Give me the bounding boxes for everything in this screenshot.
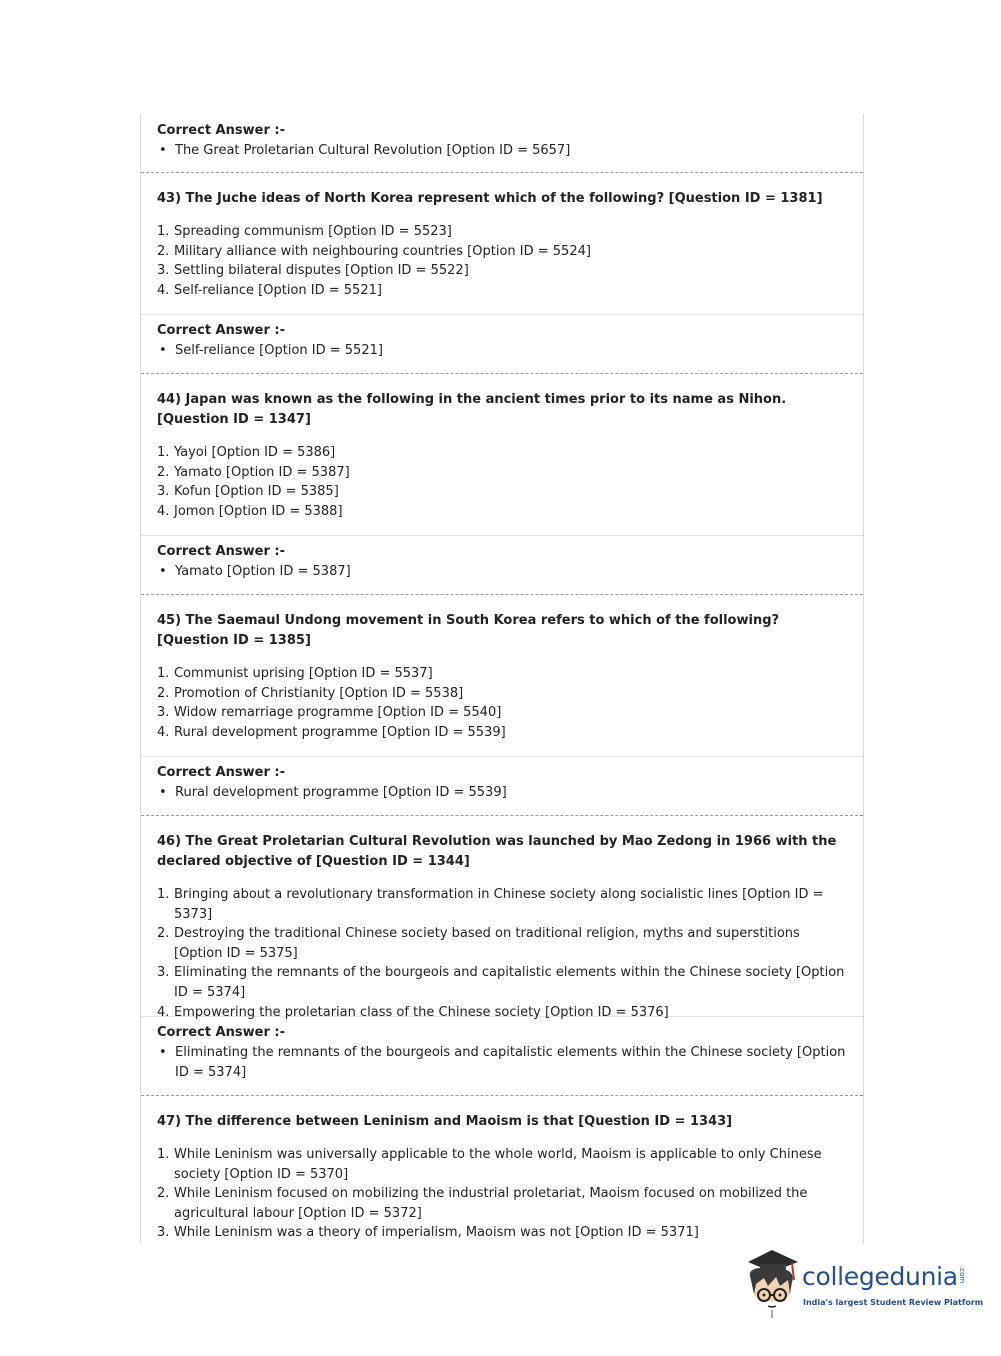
collegedunia-logo[interactable] [742,1250,984,1320]
document-page [140,114,864,1243]
question-block-45 [141,595,863,756]
option-item: 4. Rural development programme [Option ID = 5539] [157,724,506,740]
option-item: 3. While Leninism was a theory of imperialism, Maoism was not [Option ID = 5371] [157,1225,699,1241]
option-item: 3. Eliminating the remnants of the bourgeois and capitalistic elements within the Chinese society [Option ID = 5374] [157,965,845,1000]
option-item: 1. Spreading communism [Option ID = 5523] [157,224,452,239]
answer-label: Correct Answer :- [157,123,285,138]
answer-text: • The Great Proletarian Cultural Revolution [Option ID = 5657] [157,141,847,161]
answer-text: • Eliminating the remnants of the bourgeois and capitalistic elements within the Chinese society [Option ID = 5374] [157,1043,847,1083]
answer-block-46 [141,1017,863,1095]
answer-text: • Rural development programme [Option ID = 5539] [157,783,847,803]
option-item: 1. Yayoi [Option ID = 5386] [157,445,336,460]
question-title: 47) The difference between Leninism and Maoism is that [Question ID = 1343] [157,1114,733,1129]
question-block-46 [141,816,863,1020]
option-item: 3. Kofun [Option ID = 5385] [157,484,339,500]
option-item: 2. Destroying the traditional Chinese society based on traditional religion, myths and superstitions [Option ID = 5375] [157,926,800,961]
question-block-43 [141,173,863,314]
logo-tagline: India's largest Student Review Platform [803,1298,984,1307]
answer-label: Correct Answer :- [157,1025,285,1040]
question-block-44 [141,374,863,535]
question-title: 46) The Great Proletarian Cultural Revolution was launched by Mao Zedong in 1966 with the declared objective of [Question ID = 1344] [157,834,837,869]
question-title: 44) Japan was known as the following in the ancient times prior to its name as Nihon. [Question ID = 1347] [157,392,787,427]
logo-suffix: .com [958,1266,966,1284]
question-title: 45) The Saemaul Undong movement in South Korea refers to which of the following? [Question ID = 1385] [157,613,780,648]
option-item: 1. Communist uprising [Option ID = 5537] [157,666,433,681]
answer-block-43 [141,315,863,373]
option-item: 1. While Leninism was universally applicable to the whole world, Maoism is applicable to only Chinese society [Option ID = 5370] [157,1147,822,1182]
option-item: 3. Widow remarriage programme [Option ID = 5540] [157,705,502,721]
answer-block-44 [141,536,863,594]
option-list [157,885,847,1022]
answer-label: Correct Answer :- [157,544,285,559]
option-item: 4. Self-reliance [Option ID = 5521] [157,282,382,298]
option-item: 3. Settling bilateral disputes [Option ID = 5522] [157,263,469,279]
option-item: 2. Promotion of Christianity [Option ID = 5538] [157,685,464,701]
mascot-icon [742,1250,802,1320]
option-item: 2. While Leninism focused on mobilizing the industrial proletariat, Maoism focused on mobilized the agricultural labour [Option ID = 5372] [157,1186,808,1221]
option-item: 4. Jomon [Option ID = 5388] [157,503,343,519]
option-item: 2. Yamato [Option ID = 5387] [157,464,350,480]
option-list [157,1145,847,1243]
option-list [157,664,847,742]
answer-text: • Yamato [Option ID = 5387] [157,562,847,582]
option-item: 1. Bringing about a revolutionary transformation in Chinese society along socialistic lines [Option ID = 5373] [157,887,824,922]
option-item: 2. Military alliance with neighbouring countries [Option ID = 5524] [157,243,591,259]
answer-block-45 [141,757,863,815]
answer-block-42 [141,114,863,172]
question-title: 43) The Juche ideas of North Korea represent which of the following? [Question ID = 1381] [157,191,823,206]
answer-label: Correct Answer :- [157,765,285,780]
option-item: 4. Empowering the proletarian class of the Chinese society [Option ID = 5376] [157,1004,669,1020]
logo-wordmark: collegedunia [802,1262,958,1291]
answer-text: • Self-reliance [Option ID = 5521] [157,341,847,361]
question-block-47 [141,1096,863,1243]
option-list [157,222,847,300]
option-list [157,443,847,521]
answer-label: Correct Answer :- [157,323,285,338]
